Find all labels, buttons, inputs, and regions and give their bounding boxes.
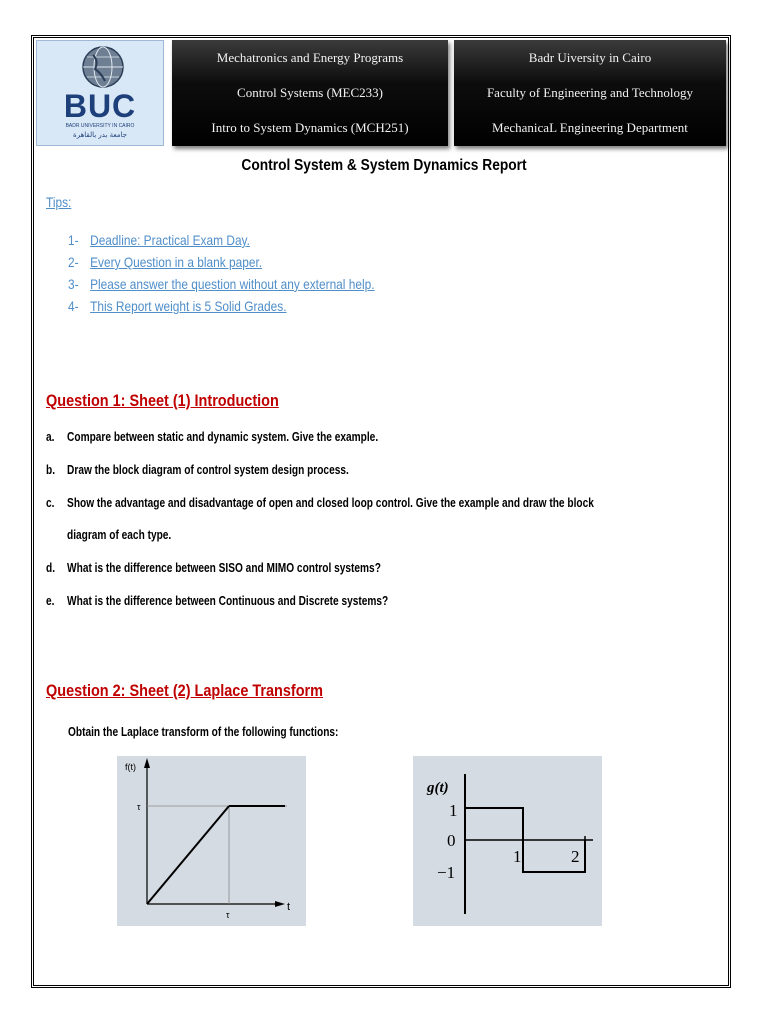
pulse-function-figure	[413, 756, 602, 926]
header	[36, 40, 726, 148]
item-letter: d.	[46, 560, 56, 575]
tip-text: Every Question in a blank paper.	[90, 254, 263, 270]
x-axis-label: t	[287, 901, 291, 913]
y-axis-label: g(t)	[427, 780, 449, 796]
tip-item	[68, 298, 287, 314]
tip-number: 1-	[68, 232, 79, 248]
level-label: τ	[137, 802, 141, 812]
globe-icon	[81, 45, 125, 89]
ramp-function-figure	[117, 756, 306, 926]
y-tick-label: −1	[437, 863, 456, 882]
item-text: Compare between static and dynamic system. Give the example.	[67, 429, 379, 444]
program-banner	[172, 40, 448, 146]
tip-item	[68, 276, 375, 292]
faculty-line: Faculty of Engineering and Technology	[486, 85, 694, 100]
logo-arabic-text: جامعة بدر بالقاهرة	[73, 131, 127, 139]
question-1-heading: Question 1: Sheet (1) Introduction	[46, 391, 279, 410]
item-letter: c.	[46, 495, 55, 510]
course-line: Control Systems (MEC233)	[237, 85, 383, 100]
university-banner	[454, 40, 726, 146]
item-letter: b.	[46, 462, 56, 477]
question-1-item	[46, 593, 388, 608]
department-line: MechanicaL Engineering Department	[492, 120, 688, 135]
y-tick-label: 1	[449, 801, 458, 820]
logo-subtitle: BADR UNIVERSITY IN CAIRO	[65, 123, 135, 129]
question-1-item	[46, 429, 378, 444]
tip-item	[68, 254, 262, 270]
question-1-item	[46, 495, 594, 510]
item-text: What is the difference between SISO and MIMO control systems?	[67, 560, 381, 575]
logo-text: BUC	[63, 88, 137, 124]
x-tick-label: 2	[571, 847, 580, 866]
item-letter: a.	[46, 429, 55, 444]
question-1-item	[46, 462, 349, 477]
item-text: Show the advantage and disadvantage of open and closed loop control. Give the example and draw the block	[67, 495, 594, 510]
tips-label: Tips:	[46, 194, 72, 210]
item-text: What is the difference between Continuous and Discrete systems?	[67, 593, 389, 608]
question-1-item	[46, 560, 381, 575]
x-tick-label: 1	[513, 847, 522, 866]
question-1-item-continuation: diagram of each type.	[67, 527, 172, 542]
question-2-instruction: Obtain the Laplace transform of the following functions:	[68, 724, 339, 739]
tip-text: This Report weight is 5 Solid Grades.	[90, 298, 287, 314]
program-line: Mechatronics and Energy Programs	[216, 50, 404, 65]
university-logo	[36, 40, 164, 146]
ramp-line	[147, 806, 229, 904]
y-tick-label: 0	[447, 831, 456, 850]
item-text: Draw the block diagram of control system design process.	[67, 462, 349, 477]
report-title: Control System & System Dynamics Report	[241, 157, 527, 174]
tip-text: Deadline: Practical Exam Day.	[90, 232, 250, 248]
tip-item	[68, 232, 250, 248]
course-line: Intro to System Dynamics (MCH251)	[211, 120, 409, 135]
tip-text: Please answer the question without any external help.	[90, 276, 375, 292]
university-line: Badr Uiversity in Cairo	[528, 50, 652, 65]
tip-number: 3-	[68, 276, 79, 292]
y-axis-label: f(t)	[125, 762, 136, 772]
y-axis-arrow	[144, 758, 150, 768]
question-2-heading: Question 2: Sheet (2) Laplace Transform	[46, 681, 324, 700]
x-axis-arrow	[275, 901, 285, 907]
tip-number: 2-	[68, 254, 79, 270]
time-label: τ	[226, 910, 230, 920]
item-letter: e.	[46, 593, 55, 608]
tip-number: 4-	[68, 298, 79, 314]
